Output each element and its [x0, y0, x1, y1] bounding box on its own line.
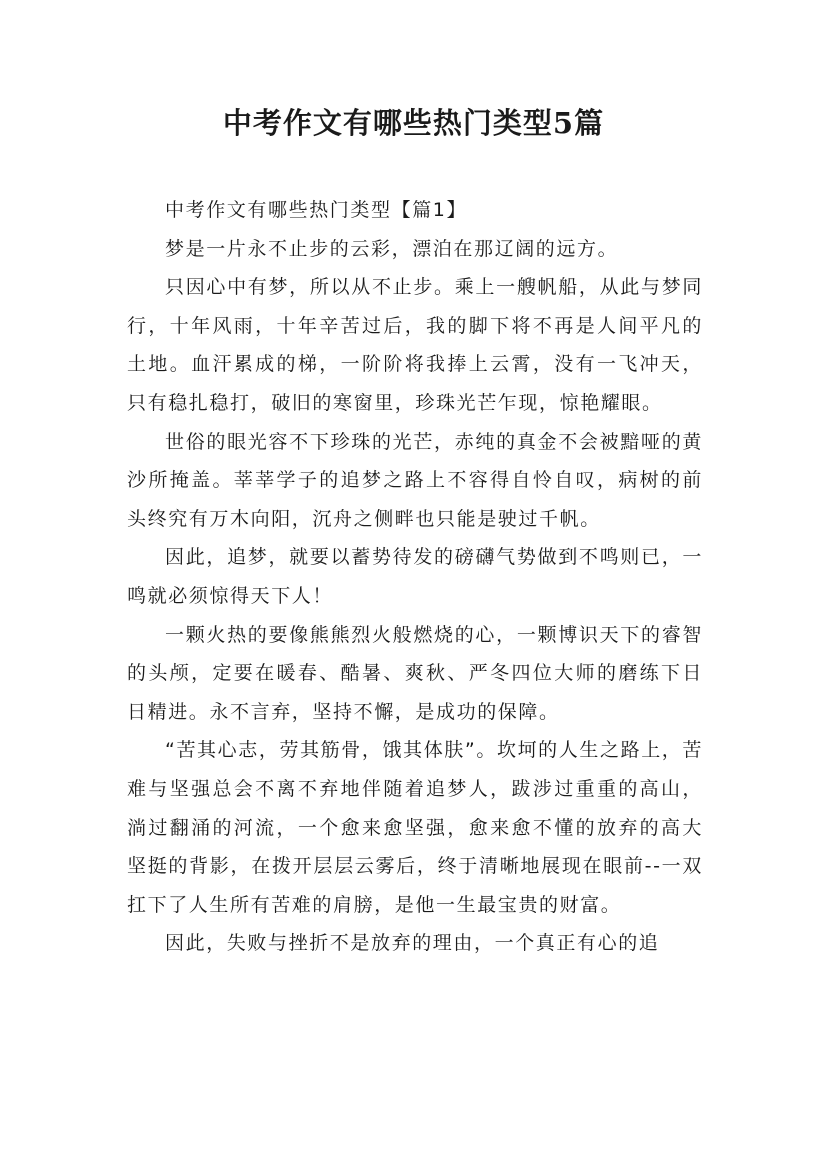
paragraph: 因此，失败与挫折不是放弃的理由，一个真正有心的追	[165, 932, 660, 955]
paragraph: 梦是一片永不止步的云彩，漂泊在那辽阔的远方。	[165, 237, 619, 260]
document-title: 中考作文有哪些热门类型5篇	[222, 106, 605, 140]
paragraph: 只因心中有梦，所以从不止步。乘上一艘帆船，从此与梦同行，十年风雨，十年辛苦过后，我的脚下将不再是人间平凡的土地。血汗累成的梯，一阶阶将我捧上云霄，没有一飞冲天，只有稳扎稳打，破旧的寒窗里，珍珠光芒乍现，惊艳耀眼。	[127, 276, 703, 414]
paragraph: 因此，追梦，就要以蓄势待发的磅礴气势做到不鸣则已，一鸣就必须惊得天下人！	[127, 546, 703, 607]
section-heading: 中考作文有哪些热门类型【篇1】	[165, 199, 468, 221]
paragraph: 世俗的眼光容不下珍珠的光芒，赤纯的真金不会被黯哑的黄沙所掩盖。莘莘学子的追梦之路上不容得自怜自叹，病树的前头终究有万木向阳，沉舟之侧畔也只能是驶过千帆。	[127, 430, 703, 530]
paragraph: “苦其心志，劳其筋骨，饿其体肤”。坎坷的人生之路上，苦难与坚强总会不离不弃地伴随着追梦人，跋涉过重重的高山，淌过翻涌的河流，一个愈来愈坚强，愈来愈不懂的放弃的高大坚挺的背影，在拨开层层云雾后，终于清晰地展现在眼前--一双扛下了人生所有苦难的肩膀，是他一生最宝贵的财富。	[127, 739, 703, 916]
document-body	[127, 191, 703, 963]
paragraph: 一颗火热的要像熊熊烈火般燃烧的心，一颗博识天下的睿智的头颅，定要在暖春、酷暑、爽秋、严冬四位大师的磨练下日日精进。永不言弃，坚持不懈，是成功的保障。	[127, 623, 703, 723]
